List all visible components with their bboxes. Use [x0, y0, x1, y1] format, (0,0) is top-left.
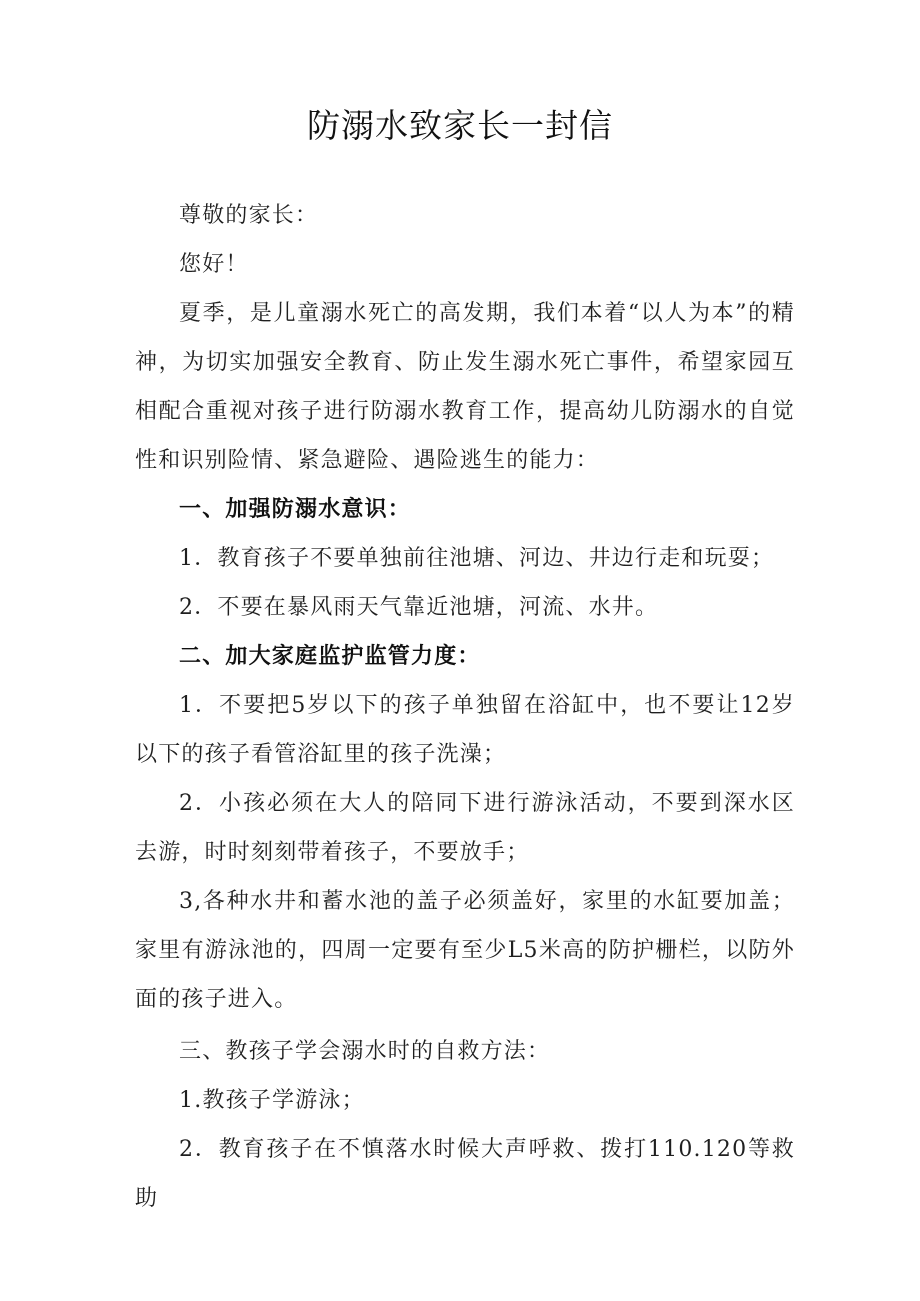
section-2-item-2: 2．小孩必须在大人的陪同下进行游泳活动，不要到深水区去游，时时刻刻带着孩子，不要放手；: [135, 791, 795, 865]
salutation: 尊敬的家长：: [179, 203, 319, 228]
section-heading-2: 二、加大家庭监护监管力度：: [179, 644, 481, 669]
section-heading-3: 三、教孩子学会溺水时的自救方法：: [179, 1039, 551, 1064]
section-3-item-1: 1.教孩子学游泳；: [179, 1088, 365, 1113]
section-2-item-1: 1．不要把5岁以下的孩子单独留在浴缸中，也不要让12岁以下的孩子看管浴缸里的孩子洗澡；: [135, 693, 795, 767]
section-2-item-3: 3,各种水井和蓄水池的盖子必须盖好，家里的水缸要加盖；家里有游泳池的，四周一定要有至少L5米高的防护栅栏，以防外面的孩子进入。: [135, 889, 795, 1012]
section-1-item-1: 1．教育孩子不要单独前往池塘、河边、井边行走和玩耍；: [179, 546, 775, 571]
intro-paragraph: 夏季，是儿童溺水死亡的高发期，我们本着“以人为本”的精神，为切实加强安全教育、防止发生溺水死亡事件，希望家园互相配合重视对孩子进行防溺水教育工作，提高幼儿防溺水的自觉性和识别险情、紧急避险、遇险逃生的能力：: [135, 301, 795, 473]
section-heading-1: 一、加强防溺水意识：: [179, 497, 412, 522]
section-3-item-2: 2．教育孩子在不慎落水时候大声呼救、拨打110.120等救助: [135, 1137, 795, 1211]
document-title: 防溺水致家长一封信: [307, 106, 613, 145]
section-1-item-2: 2．不要在暴风雨天气靠近池塘，河流、水井。: [179, 595, 659, 620]
greeting: 您好！: [179, 252, 249, 277]
letter-body: [135, 191, 795, 1223]
